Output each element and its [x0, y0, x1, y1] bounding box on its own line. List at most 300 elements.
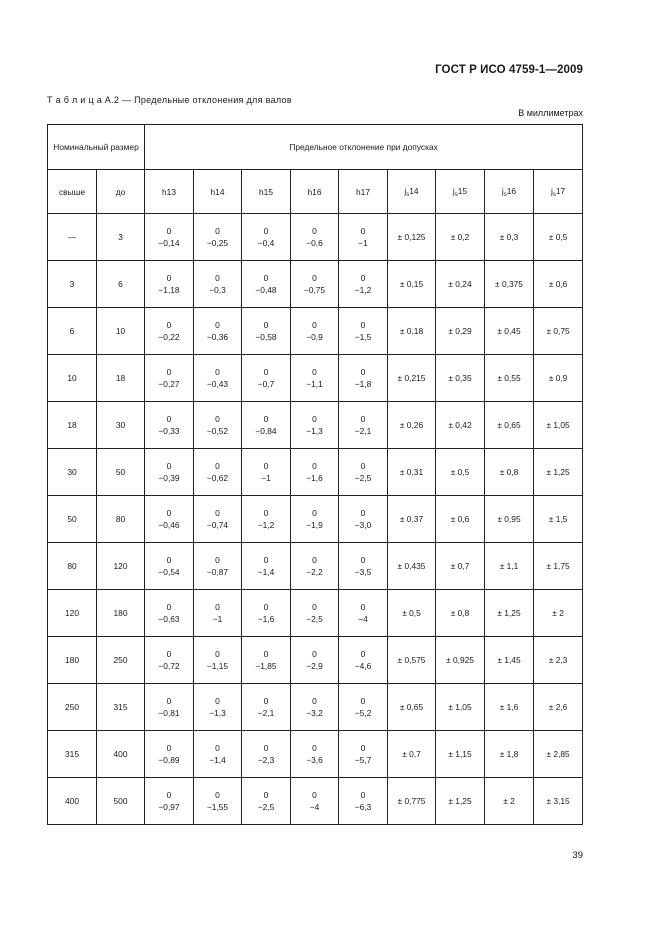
lower-deviation: −0,84: [255, 426, 277, 436]
js-deviation-cell: ± 1,45: [485, 637, 534, 684]
lower-deviation: −0,7: [257, 379, 275, 389]
size-over-cell: 6: [48, 308, 97, 355]
lower-deviation: −1,3: [209, 708, 226, 718]
upper-deviation: 0: [166, 696, 172, 706]
h-deviation-cell: [242, 778, 291, 825]
h-deviation-cell: [291, 590, 339, 637]
lower-deviation: −0,3: [209, 285, 226, 295]
h-deviation-cell: [145, 402, 194, 449]
upper-deviation: 0: [360, 367, 366, 377]
h-deviation-cell: [339, 590, 388, 637]
lower-deviation: −0,48: [255, 285, 277, 295]
js-deviation-cell: ± 0,925: [436, 637, 485, 684]
js-deviation-cell: ± 0,29: [436, 308, 485, 355]
lower-deviation: −0,4: [257, 238, 275, 248]
js-deviation-cell: ± 1,1: [485, 543, 534, 590]
size-to-cell: 10: [97, 308, 145, 355]
lower-deviation: −0,75: [303, 285, 326, 295]
js-deviation-cell: ± 0,5: [436, 449, 485, 496]
size-to-cell: 18: [97, 355, 145, 402]
js-deviation-cell: ± 0,7: [436, 543, 485, 590]
lower-deviation: −1,8: [354, 379, 372, 389]
size-over-cell: 30: [48, 449, 97, 496]
lower-deviation: −1,5: [354, 332, 372, 342]
js-deviation-cell: ± 0,55: [485, 355, 534, 402]
h-deviation-cell: [145, 449, 194, 496]
js-deviation-cell: ± 1,05: [436, 684, 485, 731]
lower-deviation: −1,6: [306, 473, 323, 483]
lower-deviation: −0,14: [158, 238, 180, 248]
js-deviation-cell: ± 0,7: [388, 731, 436, 778]
lower-deviation: −1,6: [257, 614, 275, 624]
size-to-cell: 180: [97, 590, 145, 637]
h-deviation-cell: [145, 778, 194, 825]
h-deviation-cell: [339, 496, 388, 543]
upper-deviation: 0: [166, 790, 172, 800]
lower-deviation: −6,3: [354, 802, 372, 812]
size-to-cell: 500: [97, 778, 145, 825]
js-deviation-cell: ± 1,8: [485, 731, 534, 778]
lower-deviation: −0,62: [206, 473, 229, 483]
header-row-1: [48, 125, 583, 170]
tolerance-js15-header: $j_s15$: [436, 170, 485, 214]
upper-deviation: 0: [312, 414, 317, 424]
units-label: В миллиметрах: [518, 108, 583, 118]
lower-deviation: −1: [261, 473, 271, 483]
js-deviation-cell: ± 0,5: [388, 590, 436, 637]
upper-deviation: 0: [166, 649, 172, 659]
upper-deviation: 0: [263, 461, 269, 471]
js-deviation-cell: ± 0,3: [485, 214, 534, 261]
lower-deviation: −0,43: [206, 379, 229, 389]
upper-deviation: 0: [215, 602, 220, 612]
upper-deviation: 0: [166, 367, 172, 377]
js-deviation-cell: ± 0,18: [388, 308, 436, 355]
lower-deviation: −0,33: [158, 426, 180, 436]
table-row: [48, 590, 583, 637]
js-deviation-cell: ± 0,125: [388, 214, 436, 261]
size-over-cell: 10: [48, 355, 97, 402]
tolerance-table: [47, 124, 583, 825]
upper-deviation: 0: [360, 555, 366, 565]
table-row: [48, 543, 583, 590]
document-code: ГОСТ Р ИСО 4759-1—2009: [435, 64, 583, 76]
h-deviation-cell: [242, 308, 291, 355]
h-deviation-cell: [291, 637, 339, 684]
size-over-cell: 250: [48, 684, 97, 731]
upper-deviation: 0: [263, 414, 269, 424]
h-deviation-cell: [194, 778, 242, 825]
lower-deviation: −3,5: [354, 567, 372, 577]
lower-deviation: −0,97: [158, 802, 180, 812]
nominal-size-header: Номинальный размер: [48, 125, 145, 170]
h-deviation-cell: [291, 214, 339, 261]
upper-deviation: 0: [360, 508, 366, 518]
table-row: [48, 778, 583, 825]
lower-deviation: −1,3: [306, 426, 323, 436]
h-deviation-cell: [291, 308, 339, 355]
upper-deviation: 0: [263, 226, 269, 236]
js-deviation-cell: ± 1,6: [485, 684, 534, 731]
js-deviation-cell: ± 2: [534, 590, 583, 637]
upper-deviation: 0: [215, 649, 220, 659]
deviation-header: Предельное отклонение при допусках: [145, 125, 583, 170]
lower-deviation: −0,46: [158, 520, 180, 530]
lower-deviation: −1: [212, 614, 223, 624]
size-to-cell: 3: [97, 214, 145, 261]
upper-deviation: 0: [360, 414, 366, 424]
h-deviation-cell: [242, 684, 291, 731]
tolerance-h15-header: h15: [242, 170, 291, 214]
upper-deviation: 0: [263, 367, 269, 377]
lower-deviation: −3,0: [354, 520, 372, 530]
upper-deviation: 0: [166, 461, 172, 471]
h-deviation-cell: [339, 355, 388, 402]
upper-deviation: 0: [215, 367, 220, 377]
upper-deviation: 0: [166, 743, 172, 753]
js-deviation-cell: ± 2: [485, 778, 534, 825]
upper-deviation: 0: [312, 649, 317, 659]
h-deviation-cell: [145, 590, 194, 637]
h-deviation-cell: [291, 355, 339, 402]
upper-deviation: 0: [360, 320, 366, 330]
h-deviation-cell: [194, 308, 242, 355]
lower-deviation: −0,87: [206, 567, 229, 577]
js-deviation-cell: ± 0,31: [388, 449, 436, 496]
h-deviation-cell: [194, 449, 242, 496]
lower-deviation: −0,27: [158, 379, 180, 389]
lower-deviation: −1: [358, 238, 368, 248]
upper-deviation: 0: [312, 602, 317, 612]
lower-deviation: −2,3: [257, 755, 275, 765]
h-deviation-cell: [291, 449, 339, 496]
size-over-cell: 120: [48, 590, 97, 637]
h-deviation-cell: [339, 261, 388, 308]
js-deviation-cell: ± 0,5: [534, 214, 583, 261]
upper-deviation: 0: [215, 320, 220, 330]
lower-deviation: −2,5: [306, 614, 323, 624]
lower-deviation: −2,5: [354, 473, 372, 483]
size-over-cell: 180: [48, 637, 97, 684]
table-row: [48, 402, 583, 449]
lower-deviation: −2,2: [306, 567, 323, 577]
upper-deviation: 0: [263, 696, 269, 706]
upper-deviation: 0: [312, 508, 317, 518]
js-deviation-cell: ± 0,2: [436, 214, 485, 261]
h-deviation-cell: [194, 731, 242, 778]
upper-deviation: 0: [215, 226, 220, 236]
js-deviation-cell: ± 0,37: [388, 496, 436, 543]
upper-deviation: 0: [166, 414, 172, 424]
upper-deviation: 0: [263, 555, 269, 565]
size-over-cell: 400: [48, 778, 97, 825]
upper-deviation: 0: [166, 602, 172, 612]
lower-deviation: −1,85: [255, 661, 277, 671]
lower-deviation: −2,9: [306, 661, 323, 671]
js-deviation-cell: ± 0,575: [388, 637, 436, 684]
lower-deviation: −0,9: [306, 332, 323, 342]
size-over-cell: —: [48, 214, 97, 261]
h-deviation-cell: [194, 214, 242, 261]
js-deviation-cell: ± 2,85: [534, 731, 583, 778]
lower-deviation: −1,55: [206, 802, 229, 812]
size-over-cell: 80: [48, 543, 97, 590]
upper-deviation: 0: [312, 555, 317, 565]
js-deviation-cell: ± 0,8: [436, 590, 485, 637]
js-deviation-cell: ± 0,775: [388, 778, 436, 825]
lower-deviation: −0,6: [306, 238, 323, 248]
h-deviation-cell: [291, 543, 339, 590]
size-to-cell: 30: [97, 402, 145, 449]
js-deviation-cell: ± 0,42: [436, 402, 485, 449]
upper-deviation: 0: [263, 273, 269, 283]
size-to-cell: 250: [97, 637, 145, 684]
h-deviation-cell: [242, 731, 291, 778]
lower-deviation: −1,2: [257, 520, 275, 530]
h-deviation-cell: [291, 684, 339, 731]
h-deviation-cell: [339, 449, 388, 496]
h-deviation-cell: [145, 543, 194, 590]
lower-deviation: −0,63: [158, 614, 180, 624]
lower-deviation: −4,6: [354, 661, 372, 671]
js-deviation-cell: ± 0,24: [436, 261, 485, 308]
h-deviation-cell: [291, 402, 339, 449]
size-over-cell: 3: [48, 261, 97, 308]
size-over-cell: 315: [48, 731, 97, 778]
upper-deviation: 0: [360, 649, 366, 659]
js-deviation-cell: ± 0,45: [485, 308, 534, 355]
lower-deviation: −2,1: [354, 426, 372, 436]
js-deviation-cell: ± 0,95: [485, 496, 534, 543]
js-deviation-cell: ± 1,75: [534, 543, 583, 590]
js-deviation-cell: ± 0,26: [388, 402, 436, 449]
h-deviation-cell: [291, 778, 339, 825]
lower-deviation: −0,72: [158, 661, 180, 671]
upper-deviation: 0: [312, 226, 317, 236]
h-deviation-cell: [194, 496, 242, 543]
table-caption: Т а б л и ц а А.2 — Предельные отклонения для валов: [47, 95, 292, 105]
h-deviation-cell: [242, 355, 291, 402]
h-deviation-cell: [145, 684, 194, 731]
size-to-cell: 50: [97, 449, 145, 496]
h-deviation-cell: [194, 684, 242, 731]
to-header: до: [97, 170, 145, 214]
lower-deviation: −3,6: [306, 755, 323, 765]
h-deviation-cell: [194, 637, 242, 684]
h-deviation-cell: [291, 731, 339, 778]
js-deviation-cell: ± 0,8: [485, 449, 534, 496]
tolerance-h14-header: h14: [194, 170, 242, 214]
h-deviation-cell: [194, 590, 242, 637]
tolerance-h13-header: h13: [145, 170, 194, 214]
table-row: [48, 449, 583, 496]
upper-deviation: 0: [312, 743, 317, 753]
table-row: [48, 355, 583, 402]
lower-deviation: −2,5: [257, 802, 275, 812]
lower-deviation: −4: [309, 802, 320, 812]
upper-deviation: 0: [215, 790, 220, 800]
h-deviation-cell: [145, 261, 194, 308]
js-deviation-cell: ± 3,15: [534, 778, 583, 825]
upper-deviation: 0: [215, 743, 220, 753]
h-deviation-cell: [339, 731, 388, 778]
lower-deviation: −0,81: [158, 708, 180, 718]
h-deviation-cell: [145, 637, 194, 684]
js-deviation-cell: ± 0,35: [436, 355, 485, 402]
tolerance-js17-header: $j_s17$: [534, 170, 583, 214]
h-deviation-cell: [194, 402, 242, 449]
h-deviation-cell: [145, 355, 194, 402]
tolerance-h17-header: h17: [339, 170, 388, 214]
size-over-cell: 18: [48, 402, 97, 449]
upper-deviation: 0: [263, 508, 269, 518]
h-deviation-cell: [242, 214, 291, 261]
lower-deviation: −4: [358, 614, 368, 624]
lower-deviation: −0,58: [255, 332, 277, 342]
upper-deviation: 0: [215, 273, 220, 283]
upper-deviation: 0: [360, 790, 366, 800]
upper-deviation: 0: [360, 461, 366, 471]
h-deviation-cell: [339, 308, 388, 355]
over-header: свыше: [48, 170, 97, 214]
upper-deviation: 0: [166, 508, 172, 518]
upper-deviation: 0: [263, 602, 269, 612]
upper-deviation: 0: [166, 226, 172, 236]
table-body: [48, 214, 583, 825]
js-deviation-cell: ± 0,215: [388, 355, 436, 402]
h-deviation-cell: [194, 261, 242, 308]
h-deviation-cell: [194, 355, 242, 402]
upper-deviation: 0: [166, 273, 172, 283]
upper-deviation: 0: [312, 273, 317, 283]
size-to-cell: 80: [97, 496, 145, 543]
upper-deviation: 0: [312, 461, 317, 471]
upper-deviation: 0: [215, 461, 220, 471]
h-deviation-cell: [242, 496, 291, 543]
upper-deviation: 0: [312, 696, 317, 706]
upper-deviation: 0: [360, 602, 366, 612]
lower-deviation: −0,36: [206, 332, 229, 342]
upper-deviation: 0: [263, 649, 269, 659]
js-deviation-cell: ± 0,6: [436, 496, 485, 543]
lower-deviation: −0,39: [158, 473, 180, 483]
h-deviation-cell: [242, 449, 291, 496]
js-deviation-cell: ± 1,25: [485, 590, 534, 637]
h-deviation-cell: [291, 261, 339, 308]
table-row: [48, 214, 583, 261]
js-deviation-cell: ± 1,25: [436, 778, 485, 825]
upper-deviation: 0: [166, 320, 172, 330]
h-deviation-cell: [242, 590, 291, 637]
lower-deviation: −0,54: [158, 567, 180, 577]
upper-deviation: 0: [215, 414, 220, 424]
h-deviation-cell: [339, 637, 388, 684]
lower-deviation: −1,15: [206, 661, 229, 671]
tolerance-h16-header: h16: [291, 170, 339, 214]
lower-deviation: −1,4: [209, 755, 226, 765]
js-deviation-cell: ± 0,65: [485, 402, 534, 449]
upper-deviation: 0: [360, 273, 366, 283]
upper-deviation: 0: [215, 508, 220, 518]
upper-deviation: 0: [215, 696, 220, 706]
upper-deviation: 0: [312, 367, 317, 377]
upper-deviation: 0: [166, 555, 172, 565]
lower-deviation: −1,9: [306, 520, 323, 530]
h-deviation-cell: [242, 402, 291, 449]
h-deviation-cell: [194, 543, 242, 590]
h-deviation-cell: [145, 214, 194, 261]
lower-deviation: −1,1: [306, 379, 323, 389]
h-deviation-cell: [339, 214, 388, 261]
h-deviation-cell: [242, 637, 291, 684]
tolerance-js14-header: $j_s14$: [388, 170, 436, 214]
lower-deviation: −0,89: [158, 755, 180, 765]
js-deviation-cell: ± 0,65: [388, 684, 436, 731]
lower-deviation: −0,25: [206, 238, 229, 248]
upper-deviation: 0: [312, 790, 317, 800]
size-to-cell: 400: [97, 731, 145, 778]
js-deviation-cell: ± 0,15: [388, 261, 436, 308]
size-over-cell: 50: [48, 496, 97, 543]
size-to-cell: 315: [97, 684, 145, 731]
lower-deviation: −0,52: [206, 426, 229, 436]
header-row-2: [48, 170, 583, 214]
lower-deviation: −5,2: [354, 708, 372, 718]
upper-deviation: 0: [215, 555, 220, 565]
h-deviation-cell: [339, 684, 388, 731]
js-deviation-cell: ± 0,435: [388, 543, 436, 590]
js-deviation-cell: ± 2,3: [534, 637, 583, 684]
lower-deviation: −1,4: [257, 567, 275, 577]
h-deviation-cell: [242, 261, 291, 308]
js-deviation-cell: ± 0,6: [534, 261, 583, 308]
h-deviation-cell: [291, 496, 339, 543]
js-deviation-cell: ± 0,9: [534, 355, 583, 402]
lower-deviation: −1,2: [354, 285, 372, 295]
table-row: [48, 684, 583, 731]
upper-deviation: 0: [312, 320, 317, 330]
lower-deviation: −0,74: [206, 520, 229, 530]
upper-deviation: 0: [263, 790, 269, 800]
size-to-cell: 6: [97, 261, 145, 308]
js-deviation-cell: ± 1,05: [534, 402, 583, 449]
table-row: [48, 496, 583, 543]
lower-deviation: −5,7: [354, 755, 372, 765]
table-row: [48, 637, 583, 684]
upper-deviation: 0: [360, 696, 366, 706]
lower-deviation: −0,22: [158, 332, 180, 342]
lower-deviation: −3,2: [306, 708, 323, 718]
lower-deviation: −2,1: [257, 708, 275, 718]
h-deviation-cell: [145, 496, 194, 543]
upper-deviation: 0: [360, 743, 366, 753]
table-row: [48, 308, 583, 355]
upper-deviation: 0: [263, 320, 269, 330]
js-deviation-cell: ± 0,375: [485, 261, 534, 308]
h-deviation-cell: [339, 778, 388, 825]
js-deviation-cell: ± 1,25: [534, 449, 583, 496]
table-row: [48, 731, 583, 778]
upper-deviation: 0: [360, 226, 366, 236]
js-deviation-cell: ± 1,15: [436, 731, 485, 778]
js-deviation-cell: ± 0,75: [534, 308, 583, 355]
h-deviation-cell: [339, 543, 388, 590]
table-row: [48, 261, 583, 308]
h-deviation-cell: [242, 543, 291, 590]
size-to-cell: 120: [97, 543, 145, 590]
upper-deviation: 0: [263, 743, 269, 753]
js-deviation-cell: ± 2,6: [534, 684, 583, 731]
